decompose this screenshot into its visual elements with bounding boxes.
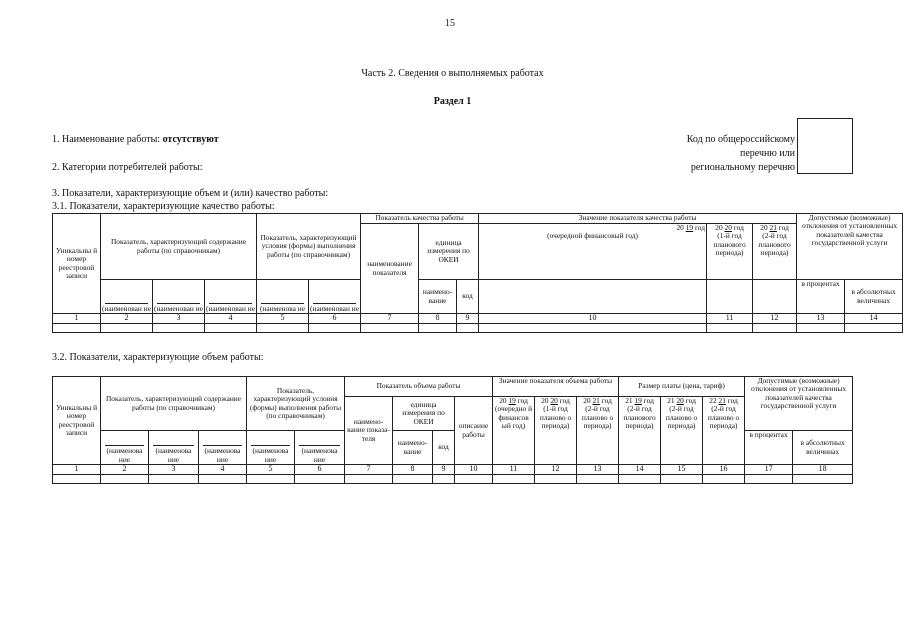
- deviation-header-2: Допустимые (возможные) отклонения от установленных показателей качества государственной услуги: [745, 377, 853, 431]
- value-year-3-header: 20 21 год (2-й год планово о периода): [577, 397, 619, 465]
- part-title: Часть 2. Сведения о выполняемых работах: [361, 68, 544, 79]
- code-line-3: региональному перечню: [690, 162, 795, 173]
- work-description-header: описание работы: [455, 397, 493, 465]
- column-numbers-row-2: 1 2 3 4 5 6 7 8 9 10 11 12 13 14 15 16 17 18: [53, 465, 853, 475]
- table-row[interactable]: [53, 475, 853, 484]
- year-3-header: 20 21 год (2-й год планового периода): [753, 224, 797, 280]
- unit-header: единица измерения по ОКЕИ: [419, 224, 479, 280]
- quality-indicators-label: 3.1. Показатели, характеризующие качество работы:: [52, 201, 275, 212]
- volume-table: [52, 376, 853, 484]
- content-name-2-t2: (наименова ние: [149, 431, 199, 465]
- value-year-2-header: 20 20 год (1-й год планово о периода): [535, 397, 577, 465]
- quality-table: [52, 213, 903, 333]
- deviation-header: Допустимые (возможные) отклонения от установленных показателей качества государственной услуги: [797, 214, 903, 280]
- work-name-line: [52, 134, 219, 145]
- content-name-3: (наименован ие: [205, 280, 257, 314]
- code-line-1: Код по общероссийскому: [686, 134, 795, 145]
- year-1-header: 20 19 год (очередной финансовый год): [479, 224, 707, 280]
- unit-code-header-2: код: [433, 431, 455, 465]
- unit-name-header-2: наимено- вание: [393, 431, 433, 465]
- unit-header-2: единица измерения по ОКЕИ: [393, 397, 455, 431]
- page-number: 15: [445, 18, 455, 29]
- year-2-header: 20 20 год (1-й год планового периода): [707, 224, 753, 280]
- unit-name-header: наимено- вание: [419, 280, 457, 314]
- work-content-header-2: Показатель, характеризующий содержание работы (по справочникам): [101, 377, 247, 431]
- volume-indicator-header: Показатель объема работы: [345, 377, 493, 397]
- deviation-percent-header: в процентах: [797, 280, 845, 314]
- code-line-2: перечню или: [739, 148, 795, 159]
- column-numbers-row: 1 2 3 4 5 6 7 8 9 10 11 12 13 14: [53, 314, 903, 324]
- table-row[interactable]: [53, 324, 903, 333]
- volume-value-header: Значение показателя объема работы: [493, 377, 619, 397]
- condition-name-1-t2: (наименова ние: [247, 431, 295, 465]
- fee-header: Размер платы (цена, тариф): [619, 377, 745, 397]
- indicator-name-header: наименование показателя: [361, 224, 419, 314]
- content-name-2: (наименован ие: [153, 280, 205, 314]
- condition-name-2: (наименован ие: [309, 280, 361, 314]
- content-name-3-t2: (наименова ние: [199, 431, 247, 465]
- indicators-label: 3. Показатели, характеризующие объем и (или) качество работы:: [52, 188, 329, 199]
- fee-year-1-header: 21 19 год (2-й год планового периода): [619, 397, 661, 465]
- work-conditions-header: Показатель, характеризующий условия (формы) выполнения работы (по справочникам): [257, 214, 361, 280]
- work-conditions-header-2: Показатель, характеризующий условия (формы) выполнения работы (по справочникам): [247, 377, 345, 431]
- work-content-header: Показатель, характеризующий содержание работы (по справочникам): [101, 214, 257, 280]
- condition-name-2-t2: (наименова ние: [295, 431, 345, 465]
- volume-indicators-label: 3.2. Показатели, характеризующие объем работы:: [52, 352, 264, 363]
- consumer-category-label: 2. Категории потребителей работы:: [52, 162, 203, 173]
- work-name-label: 1. Наименование работы:: [52, 134, 161, 145]
- content-name-1-t2: (наименова ние: [101, 431, 149, 465]
- quality-value-header: Значение показателя качества работы: [479, 214, 797, 224]
- quality-indicator-header: Показатель качества работы: [361, 214, 479, 224]
- code-box[interactable]: [797, 118, 853, 174]
- unique-number-header-2: Уникальны й номер реестровой записи: [53, 377, 101, 465]
- deviation-percent-header-2: в процентах: [745, 431, 793, 465]
- deviation-absolute-header-2: в абсолютных величинах: [793, 431, 853, 465]
- work-name-value: отсутствуют: [162, 134, 219, 145]
- content-name-1: (наименован ие: [101, 280, 153, 314]
- deviation-absolute-header: в абсолютных величинах: [845, 280, 903, 314]
- unit-code-header: код: [457, 280, 479, 314]
- section-title: Раздел 1: [433, 96, 472, 107]
- condition-name-1: (наименова ие: [257, 280, 309, 314]
- indicator-name-header-2: наимено- вание показа- теля: [345, 397, 393, 465]
- fee-year-3-header: 22 21 год (2-й год планово о периода): [703, 397, 745, 465]
- fee-year-2-header: 21 20 год (2-й год планово о периода): [661, 397, 703, 465]
- value-year-1-header: 20 19 год (очередно й финансов ый год): [493, 397, 535, 465]
- unique-number-header: Уникальны й номер реестровой записи: [53, 214, 101, 314]
